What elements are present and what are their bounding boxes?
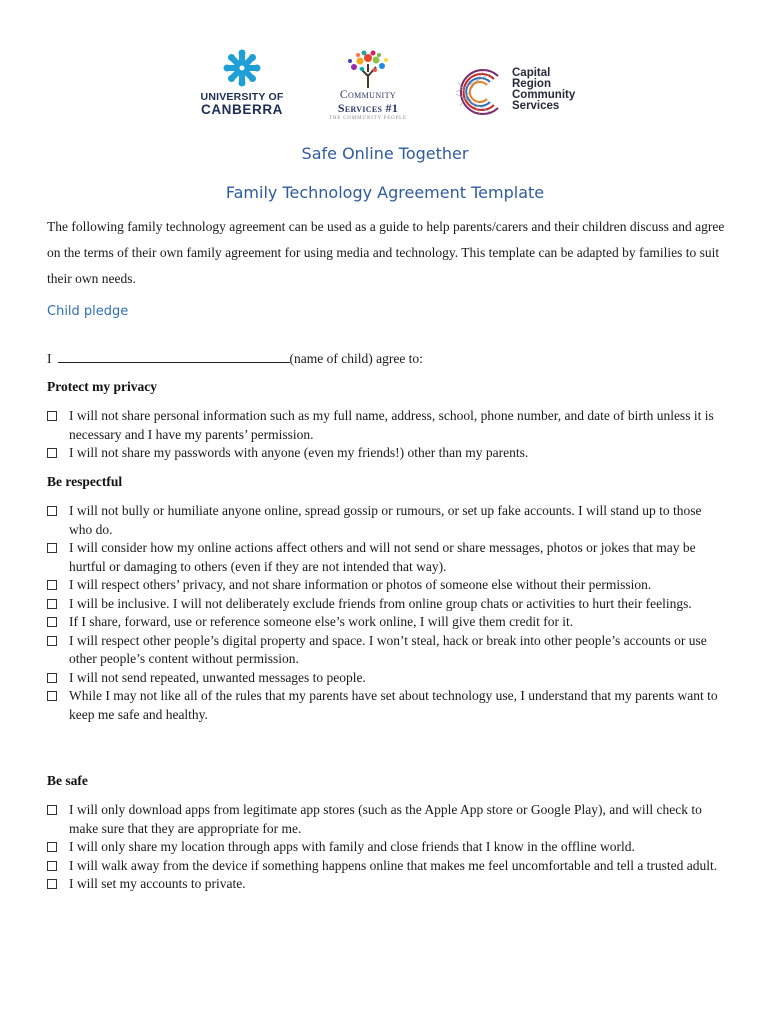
crcs-logo-line2: Region [512,78,551,90]
checklist-item-text: If I share, forward, use or reference someone else’s work online, I will give them credit for it. [69,614,574,629]
section-be-safe [47,772,727,894]
uc-logo-line2: CANBERRA [200,102,284,118]
university-of-canberra-logo [196,48,288,124]
section-heading: Be respectful [47,474,123,489]
crcs-c-emblem-icon [450,62,510,122]
checkbox[interactable] [47,691,57,701]
community-services-1-logo [320,48,416,124]
checklist-item [47,444,727,463]
checklist-item [47,632,727,669]
checkbox[interactable] [47,842,57,852]
checklist-item-text: I will respect other people’s digital property and space. I won’t steal, hack or break into other people’s accounts or use other people’s content without permission. [69,632,707,666]
section-be-respectful [47,473,727,724]
checklist-item [47,857,727,876]
page-subtitle: Family Technology Agreement Template [225,183,545,202]
checklist-item-text: I will set my accounts to private. [69,876,246,891]
checklist-item-text: I will only download apps from legitimate app stores (such as the Apple App store or Google Play), and will check to make sure that they are appropriate for me. [69,802,702,836]
uc-emblem-icon [196,48,288,92]
cs-logo-tagline: THE COMMUNITY PEOPLE [329,115,407,121]
checkbox[interactable] [47,411,57,421]
checkbox[interactable] [47,580,57,590]
page-title: Safe Online Together [301,144,469,163]
checkbox[interactable] [47,636,57,646]
crcs-logo-line4: Services [512,100,560,112]
capital-region-community-services-logo [448,48,608,124]
checkbox[interactable] [47,673,57,683]
name-line-prefix: I [47,351,52,366]
checklist-item [47,595,727,614]
checklist-item-text: I will not send repeated, unwanted messages to people. [69,669,366,685]
child-pledge-heading: Child pledge [47,304,129,319]
checklist-item-text: I will not share my passwords with anyone (even my friends!) other than my parents. [69,445,529,460]
logo-bar [0,48,770,128]
crcs-logo-line3: Community [512,89,576,101]
checklist-item [47,875,727,894]
checklist-item [47,801,727,838]
tree-icon [320,48,416,90]
checkbox[interactable] [47,599,57,609]
checklist-item-text: I will respect others’ privacy, and not share information or photos of someone else without their permission. [69,577,652,592]
checklist-item-text: I will walk away from the device if something happens online that makes me feel uncomfortable and tell a trusted adult. [69,857,718,873]
section-heading: Be safe [47,773,88,788]
checkbox[interactable] [47,879,57,889]
checklist-item [47,576,727,595]
checklist-item [47,687,727,724]
checklist-item [47,669,727,688]
intro-paragraph: The following family technology agreement can be used as a guide to help parents/carers and their children discuss and agree on the terms of their own family agreement for using media and technology. This template can be adapted by families to suit their own needs. [47,219,725,286]
checkbox[interactable] [47,805,57,815]
checklist-item-text: I will not share personal information such as my full name, address, school, phone number, and date of birth unless it is necessary and I have my parents’ permission. [69,408,714,442]
checklist-item [47,502,727,539]
checklist-item-text: I will be inclusive. I will not deliberately exclude friends from online group chats or activities to hurt their feelings. [69,595,692,611]
checkbox[interactable] [47,543,57,553]
checklist-item [47,613,727,632]
checklist-item [47,407,727,444]
cs-logo-line2: Services #1 [337,100,399,115]
crcs-logo-line1: Capital [512,67,551,79]
name-line-suffix: (name of child) agree to: [289,351,423,366]
checkbox[interactable] [47,617,57,627]
section-protect-my-privacy [47,378,727,463]
child-name-line [47,350,423,367]
checklist-item [47,539,727,576]
checkbox[interactable] [47,506,57,516]
checkbox[interactable] [47,448,57,458]
checkbox[interactable] [47,861,57,871]
child-name-blank[interactable] [58,350,290,363]
checklist-item-text: I will only share my location through apps with family and close friends that I know in the offline world. [69,839,635,854]
section-heading: Protect my privacy [47,379,157,394]
checklist-item [47,838,727,857]
checklist-item-text: I will not bully or humiliate anyone online, spread gossip or rumours, or set up fake accounts. I will stand up to those who do. [69,503,702,537]
cs-logo-line1: Community [339,89,397,101]
checklist-item-text: While I may not like all of the rules that my parents have set about technology use, I understand that my parents want to keep me safe and healthy. [69,688,718,722]
uc-logo-line1: UNIVERSITY OF [200,91,284,103]
checklist-item-text: I will consider how my online actions affect others and will not send or share messages, photos or jokes that may be hurtful or damaging to others (even if they are not intended that way). [69,540,696,574]
